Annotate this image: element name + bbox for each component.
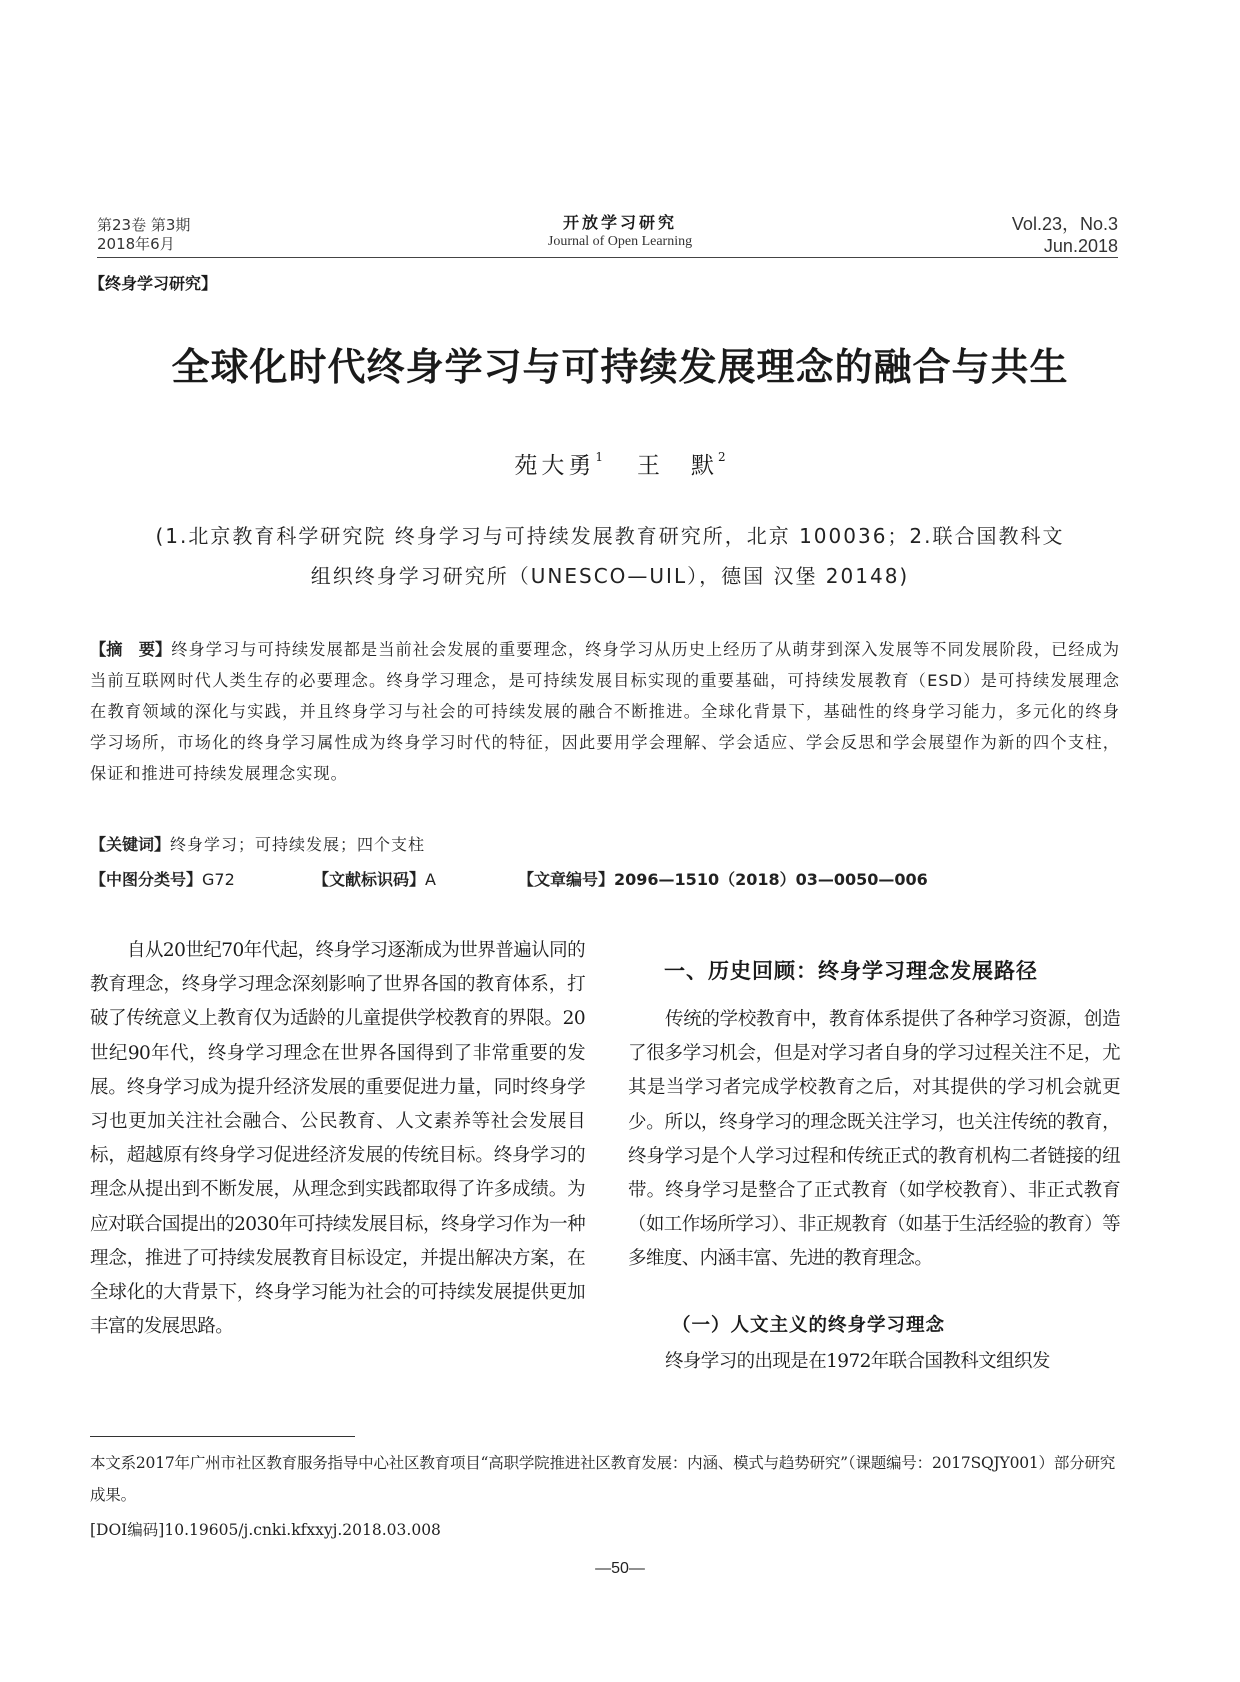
subsection-heading: （一）人文主义的终身学习理念 [672, 1315, 946, 1336]
publication-date-en: Jun.2018 [1043, 236, 1118, 256]
author-affil-mark: 1 [595, 450, 603, 464]
page-number: —50— [595, 1560, 645, 1577]
body-paragraph: 自从20世纪70年代起，终身学习逐渐成为世界普遍认同的教育理念，终身学习理念深刻影响了世界各国的教育体系，打破了传统意义上教育仅为适龄的儿童提供学校教育的界限。20世纪90年代，终身学习理念在世界各国得到了非常重要的发展。终身学习成为提升经济发展的重要促进力量，同时终身学习也更加关注社会融合、公民教育、人文素养等社会发展目标，超越原有终身学习促进经济发展的传统目标。终身学习的理念从提出到不断发展，从理念到实践都取得了许多成绩。为应对联合国提出的2030年可持续发展目标，终身学习作为一种理念，推进了可持续发展教育目标设定，并提出解决方案，在全球化的大背景下，终身学习能为社会的可持续发展提供更加丰富的发展思路。 [90, 940, 585, 1338]
header-right [1012, 213, 1118, 257]
funding-footnote: 本文系2017年广州市社区教育服务指导中心社区教育项目“高职学院推进社区教育发展：内涵、模式与趋势研究”（课题编号：2017SQJY001）部分研究成果。 [90, 1454, 1116, 1504]
article-number-value: 2096—1510（2018）03—0050—006 [614, 870, 928, 889]
author-affil-mark: 2 [718, 450, 726, 464]
article-number [518, 867, 928, 890]
keywords-text: 终身学习；可持续发展；四个支柱 [170, 835, 426, 854]
doc-code-value: A [425, 870, 436, 889]
journal-name-en: Journal of Open Learning [547, 234, 693, 249]
header-left [97, 216, 190, 254]
article-number-label: 【文章编号】 [518, 870, 615, 889]
author-name: 王 默 [637, 453, 718, 479]
header-center [470, 213, 770, 251]
author-name: 苑大勇 [514, 453, 596, 479]
affiliation-line: (1.北京教育科学研究院 终身学习与可持续发展教育研究所，北京 100036；2.联合国教科文 [155, 524, 1065, 548]
volume-issue: 第23卷 第3期 [97, 216, 191, 234]
affiliations [95, 516, 1125, 596]
document-code [313, 867, 436, 890]
body-right-column [628, 1003, 1120, 1277]
header-rule [97, 257, 1118, 258]
doi: [DOI编码]10.19605/j.cnki.kfxxyj.2018.03.008 [90, 1521, 441, 1539]
footnote-rule [90, 1436, 355, 1437]
abstract [90, 634, 1120, 789]
clc-label: 【中图分类号】 [90, 870, 203, 889]
body-paragraph: 终身学习的出现是在1972年联合国教科文组织发 [665, 1351, 1050, 1372]
body-paragraph: 传统的学校教育中，教育体系提供了各种学习资源，创造了很多学习机会，但是对学习者自身的学习过程关注不足，尤其是当学习者完成学校教育之后，对其提供的学习机会就更少。所以，终身学习的理念既关注学习，也关注传统的教育，终身学习是个人学习过程和传统正式的教育机构二者链接的纽带。终身学习是整合了正式教育（如学校教育）、非正式教育（如工作场所学习）、非正规教育（如基于生活经验的教育）等多维度、内涵丰富、先进的教育理念。 [628, 1009, 1120, 1270]
keywords-label: 【关键词】 [90, 835, 171, 854]
keywords [90, 832, 425, 855]
abstract-label: 【摘 要】 [90, 640, 172, 659]
clc-number [90, 867, 235, 890]
article-title: 全球化时代终身学习与可持续发展理念的融合与共生 [171, 344, 1069, 389]
author-line [0, 447, 1240, 480]
body-left-column [90, 934, 585, 1344]
column-label: 【终身学习研究】 [89, 274, 218, 293]
clc-value: G72 [202, 870, 235, 889]
journal-name-cn: 开放学习研究 [562, 213, 677, 232]
abstract-text: 终身学习与可持续发展都是当前社会发展的重要理念，终身学习从历史上经历了从萌芽到深入发展等不同发展阶段，已经成为当前互联网时代人类生存的必要理念。终身学习理念，是可持续发展目标实现的重要基础，可持续发展教育（ESD）是可持续发展理念在教育领域的深化与实践，并且终身学习与社会的可持续发展的融合不断推进。全球化背景下，基础性的终身学习能力，多元化的终身学习场所，市场化的终身学习属性成为终身学习时代的特征，因此要用学会理解、学会适应、学会反思和学会展望作为新的四个支柱，保证和推进可持续发展理念实现。 [90, 640, 1121, 783]
doc-code-label: 【文献标识码】 [313, 870, 426, 889]
section-heading: 一、历史回顾：终身学习理念发展路径 [664, 959, 1038, 983]
volume-issue-en: Vol.23，No.3 [1011, 214, 1118, 234]
publication-date: 2018年6月 [97, 235, 175, 253]
affiliation-line: 组织终身学习研究所（UNESCO—UIL），德国 汉堡 20148) [310, 564, 910, 588]
